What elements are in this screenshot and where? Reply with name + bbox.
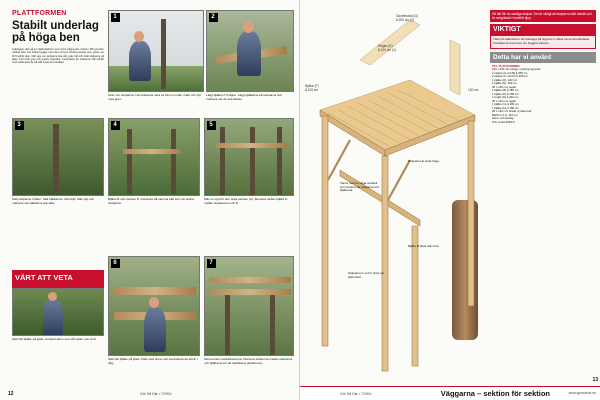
step-number-5: 5 (207, 121, 216, 130)
left-page-number: 12 (8, 391, 14, 397)
material-item: 1 bjälke (E), 420 cm (492, 81, 517, 86)
step-number-6: 6 (111, 259, 120, 268)
right-page-number: 13 (592, 377, 598, 383)
photo-1 (108, 10, 204, 92)
label-gavelbrada: Gavelbräda (G) å 200 cm (2) (396, 14, 418, 22)
photo-5 (204, 118, 294, 196)
caption-4: Bjälke B och stolpen D monteras på samma sätt som de andra stolparna. (108, 197, 194, 205)
material-item: 1 bjälke (G) å 180 cm (492, 102, 519, 107)
photo-2 (206, 10, 294, 92)
material-item: 2 reglar (E) å 200 cm (492, 95, 519, 100)
viktig-title: VIKTIGT (490, 24, 596, 35)
materials-title: Detta har vi använt (490, 52, 596, 63)
materials-heading: TILL PLATTFORMEN (492, 63, 520, 68)
material-item: Pris: Cirka 2900 kr (492, 119, 516, 124)
section-tag: PLATTFORMEN (12, 10, 67, 17)
callout-stolparna: Stolparna är sista höga. (408, 159, 440, 163)
footer-title: Väggarna – sektion för sektion (440, 389, 550, 398)
caption-7: Skruva fast sneddsträvorna. Montera strävorna mellan stolparna och bjälkarna för att stabilisera plattformen. (204, 357, 293, 365)
caption-6: Sätt rätt bjälke på plats. Fäst med skruv och kontrollera att allt är i våg. (108, 357, 198, 365)
callout-stolpe-c: Stolparna C och F sitter på plats först. (348, 271, 384, 279)
photo-4 (108, 118, 200, 196)
step-number-7: 7 (207, 259, 216, 268)
material-item: 45 x 120 mm reglar (492, 98, 517, 103)
photo-7 (204, 256, 294, 356)
callout-varna: Värna med en såga vertikalt som behövs för stolparna och bjälkarna. (340, 181, 380, 193)
material-item: 45 x 145 mm reglar (492, 84, 517, 89)
tip-text: Sätt rätt bjälke på plats. Använd skruv som tål väder och vind. (12, 337, 97, 341)
material-item: 2 stolpar (A och B) å 255 cm (492, 70, 528, 75)
material-item: 1 bjälke (D) å 180 cm (492, 91, 519, 96)
left-folio: Gör Så Här • 7/2004 (140, 392, 172, 396)
tip-box-title: VÄRT ATT VETA (15, 273, 73, 282)
caption-1: Gräv ner stolparna. Låt stolparna vara ca 60 cm under mark och fyll med grus. (108, 93, 201, 101)
step-number-2: 2 (209, 13, 218, 22)
label-reglar-e: Reglar (E) å 120 cm (4) (378, 44, 396, 52)
label-bjalke-f: Bjälke (F) å 120 cm (305, 84, 319, 92)
step-number-4: 4 (111, 121, 120, 130)
materials-list (490, 63, 596, 127)
caption-5: Mät nu upp för den sista stolpen (A). Montera sedan bjälke D mellan stolparna A och D. (204, 197, 288, 205)
label-dimension-h: 120 cm (468, 88, 479, 92)
material-item: Bärlinor 2 st, 410 cm (492, 112, 518, 117)
photo-3 (12, 118, 104, 196)
photo-6 (108, 256, 200, 356)
tip-box-header (12, 270, 104, 288)
material-item: 28 x 120 mm bräda, hyvlad trall (492, 109, 532, 114)
footer-bar (300, 377, 600, 400)
intro-text: Lekstugan vilar på en stabil plattform som övrar några plus i basen. Blir grunden rubbad eller inte lodrät bygger man den på fyra robusta stolpar som grävs ner till frostfritt djup. Mät upp var stolparna ska stå, gräv hål och ställ stolparna på plats. Fyll med grus och packa ordentligt. Kontrollera att stolparna står lodrätt med vattenpass åt två håll innan du fortsätter. (12, 48, 104, 65)
tip-photo (12, 288, 104, 336)
right-folio: Gör Så Här • 7/2004 (340, 392, 372, 396)
caption-2: Lägg bjälken H någon. Lägg bjälkarna på stolparna och markera var de ska fästas. (206, 93, 282, 101)
caption-3: Sätt stolparna i hålen. Sätt bjälkarna i rätt höjd. Mät upp och markera var bjälkarna ska sitta. (12, 197, 95, 205)
material-item: Skruv och beslag (492, 116, 514, 121)
sidebar-header: Så här får du stadiga stolpar. Det är viktigt att stolparna står lodrätt och är nedgrävda i frostfritt djup. (490, 10, 596, 22)
step-number-3: 3 (15, 121, 24, 130)
callout-bjalke-b: Bjälke B fästs utan bult. (408, 244, 440, 248)
viktig-text: Tänk på säkerheten. En lekstuga på höga ben måste ha ett skyddsräcke. Kontakta din kommun om bygglov behövs. (490, 35, 596, 49)
headline: Stabilt underlag på höga ben (12, 20, 99, 44)
material-item: 100 x 100 mm stolpe, tryckimpregnerat (492, 67, 541, 72)
footer-site[interactable]: www.gorsahar.se (568, 391, 596, 395)
platform-diagram (300, 0, 490, 380)
right-page (300, 0, 600, 400)
sidebar-column (490, 10, 596, 126)
material-item: 1 bjälke (H) å 180 cm (492, 105, 519, 110)
material-item: 1 bjälke (B) å 180 cm (492, 88, 519, 93)
material-item: 1 bjälke (D), 420 cm (492, 77, 518, 82)
step-number-1: 1 (111, 13, 120, 22)
material-item: 2 stolpar (C och D) å 305 cm (492, 74, 528, 79)
